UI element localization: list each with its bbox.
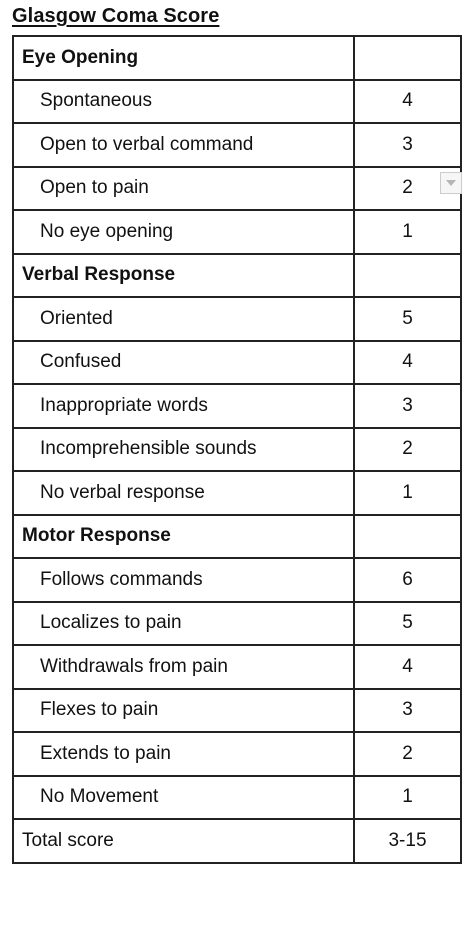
section-header-row (13, 254, 461, 298)
table-row (13, 732, 461, 776)
item-label[interactable]: Open to pain (13, 167, 354, 211)
item-score[interactable]: 2 (354, 428, 461, 472)
section-header-row (13, 36, 461, 80)
item-score-value: 2 (402, 177, 413, 199)
item-label[interactable]: Oriented (13, 297, 354, 341)
table-row (13, 689, 461, 733)
item-score[interactable] (354, 167, 461, 211)
table-row (13, 558, 461, 602)
item-label[interactable]: Flexes to pain (13, 689, 354, 733)
item-score[interactable]: 1 (354, 776, 461, 820)
table-row (13, 123, 461, 167)
item-label[interactable]: Confused (13, 341, 354, 385)
item-score[interactable]: 5 (354, 602, 461, 646)
item-score[interactable]: 1 (354, 471, 461, 515)
item-score[interactable]: 6 (354, 558, 461, 602)
item-label[interactable]: No verbal response (13, 471, 354, 515)
item-score[interactable]: 1 (354, 210, 461, 254)
score-cell[interactable] (354, 515, 461, 559)
total-row (13, 819, 461, 863)
item-score[interactable]: 2 (354, 732, 461, 776)
score-cell[interactable] (354, 254, 461, 298)
table-row (13, 80, 461, 124)
table-row (13, 297, 461, 341)
table-row (13, 210, 461, 254)
table-row (13, 471, 461, 515)
table-row (13, 167, 461, 211)
table-row (13, 428, 461, 472)
section-heading[interactable]: Motor Response (13, 515, 354, 559)
item-score[interactable]: 3 (354, 384, 461, 428)
total-score[interactable]: 3-15 (354, 819, 461, 863)
table-row (13, 602, 461, 646)
section-heading[interactable]: Verbal Response (13, 254, 354, 298)
item-score[interactable]: 4 (354, 341, 461, 385)
item-score[interactable]: 3 (354, 123, 461, 167)
table-row (13, 776, 461, 820)
gcs-table (12, 35, 462, 864)
table-row (13, 341, 461, 385)
item-label[interactable]: No eye opening (13, 210, 354, 254)
table-row (13, 384, 461, 428)
section-heading[interactable]: Eye Opening (13, 36, 354, 80)
item-label[interactable]: Spontaneous (13, 80, 354, 124)
total-label[interactable]: Total score (13, 819, 354, 863)
section-header-row (13, 515, 461, 559)
item-score[interactable]: 4 (354, 80, 461, 124)
item-label[interactable]: Withdrawals from pain (13, 645, 354, 689)
score-cell[interactable] (354, 36, 461, 80)
item-label[interactable]: Inappropriate words (13, 384, 354, 428)
item-label[interactable]: Incomprehensible sounds (13, 428, 354, 472)
item-label[interactable]: No Movement (13, 776, 354, 820)
item-label[interactable]: Extends to pain (13, 732, 354, 776)
chevron-down-icon[interactable] (440, 172, 462, 194)
item-score[interactable]: 3 (354, 689, 461, 733)
table-row (13, 645, 461, 689)
page-title: Glasgow Coma Score (12, 5, 220, 27)
item-score[interactable]: 5 (354, 297, 461, 341)
item-label[interactable]: Localizes to pain (13, 602, 354, 646)
item-label[interactable]: Open to verbal command (13, 123, 354, 167)
item-label[interactable]: Follows commands (13, 558, 354, 602)
item-score[interactable]: 4 (354, 645, 461, 689)
